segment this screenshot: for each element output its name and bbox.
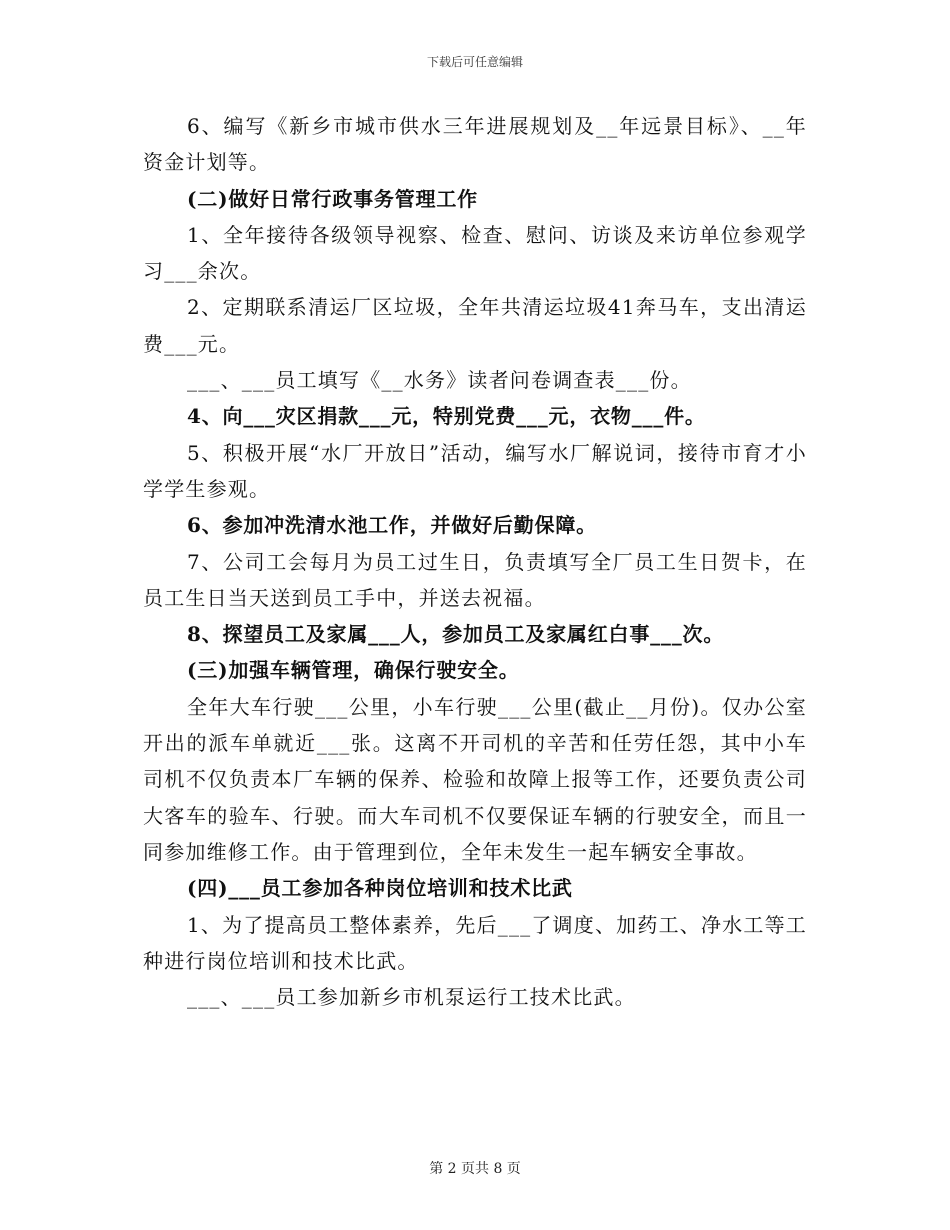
paragraph-10: 8、探望员工及家属___人，参加员工及家属红白事___次。 <box>187 622 725 647</box>
paragraph-9: 7、公司工会每月为员工过生日，负责填写全厂员工生日贺卡，在员工生日当天送到员工手中，并送去祝福。 <box>143 549 807 610</box>
section-heading-3: (三)加强车辆管理，确保行驶安全。 <box>187 658 520 683</box>
page-header: 下载后可任意编辑 <box>426 55 523 69</box>
section-heading-2: (二)做好日常行政事务管理工作 <box>187 186 478 211</box>
paragraph-3: 1、全年接待各级领导视察、检查、慰问、访谈及来访单位参观学习___余次。 <box>143 222 807 284</box>
paragraph-5: ___、___员工填写《__水务》读者问卷调查表___份。 <box>187 368 692 393</box>
paragraph-4: 2、定期联系清运厂区垃圾，全年共清运垃圾41奔马车，支出清运费___元。 <box>143 295 807 356</box>
document-body <box>143 108 807 1015</box>
page-footer: 第 2 页共 8 页 <box>429 1161 521 1177</box>
paragraph-15: ___、___员工参加新乡市机泵运行工技术比武。 <box>187 985 636 1010</box>
paragraph-14: 1、为了提高员工整体素养，先后___了调度、加药工、净水工等工种进行岗位培训和技术比武。 <box>143 912 807 973</box>
paragraph-8: 6、参加冲洗清水池工作，并做好后勤保障。 <box>187 513 597 538</box>
paragraph-6: 4、向___灾区捐款___元，特别党费___元，衣物___件。 <box>187 404 706 429</box>
paragraph-12: 全年大车行驶___公里，小车行驶___公里(截止__月份)。仅办公室开出的派车单就近___张。这离不开司机的辛苦和任劳任怨，其中小车司机不仅负责本厂车辆的保养、检验和故障上报等工作，还要负责公司大客车的验车、行驶。而大车司机不仅要保证车辆的行驶安全，而且一同参加维修工作。由于管理到位，全年未发生一起车辆安全事故。 <box>143 694 807 864</box>
paragraph-1: 6、编写《新乡市城市供水三年进展规划及__年远景目标》、__年资金计划等。 <box>143 114 807 175</box>
paragraph-7: 5、积极开展“水厂开放日”活动，编写水厂解说词，接待市育才小学学生参观。 <box>143 440 807 501</box>
section-heading-4: (四)___员工参加各种岗位培训和技术比武 <box>187 876 573 901</box>
